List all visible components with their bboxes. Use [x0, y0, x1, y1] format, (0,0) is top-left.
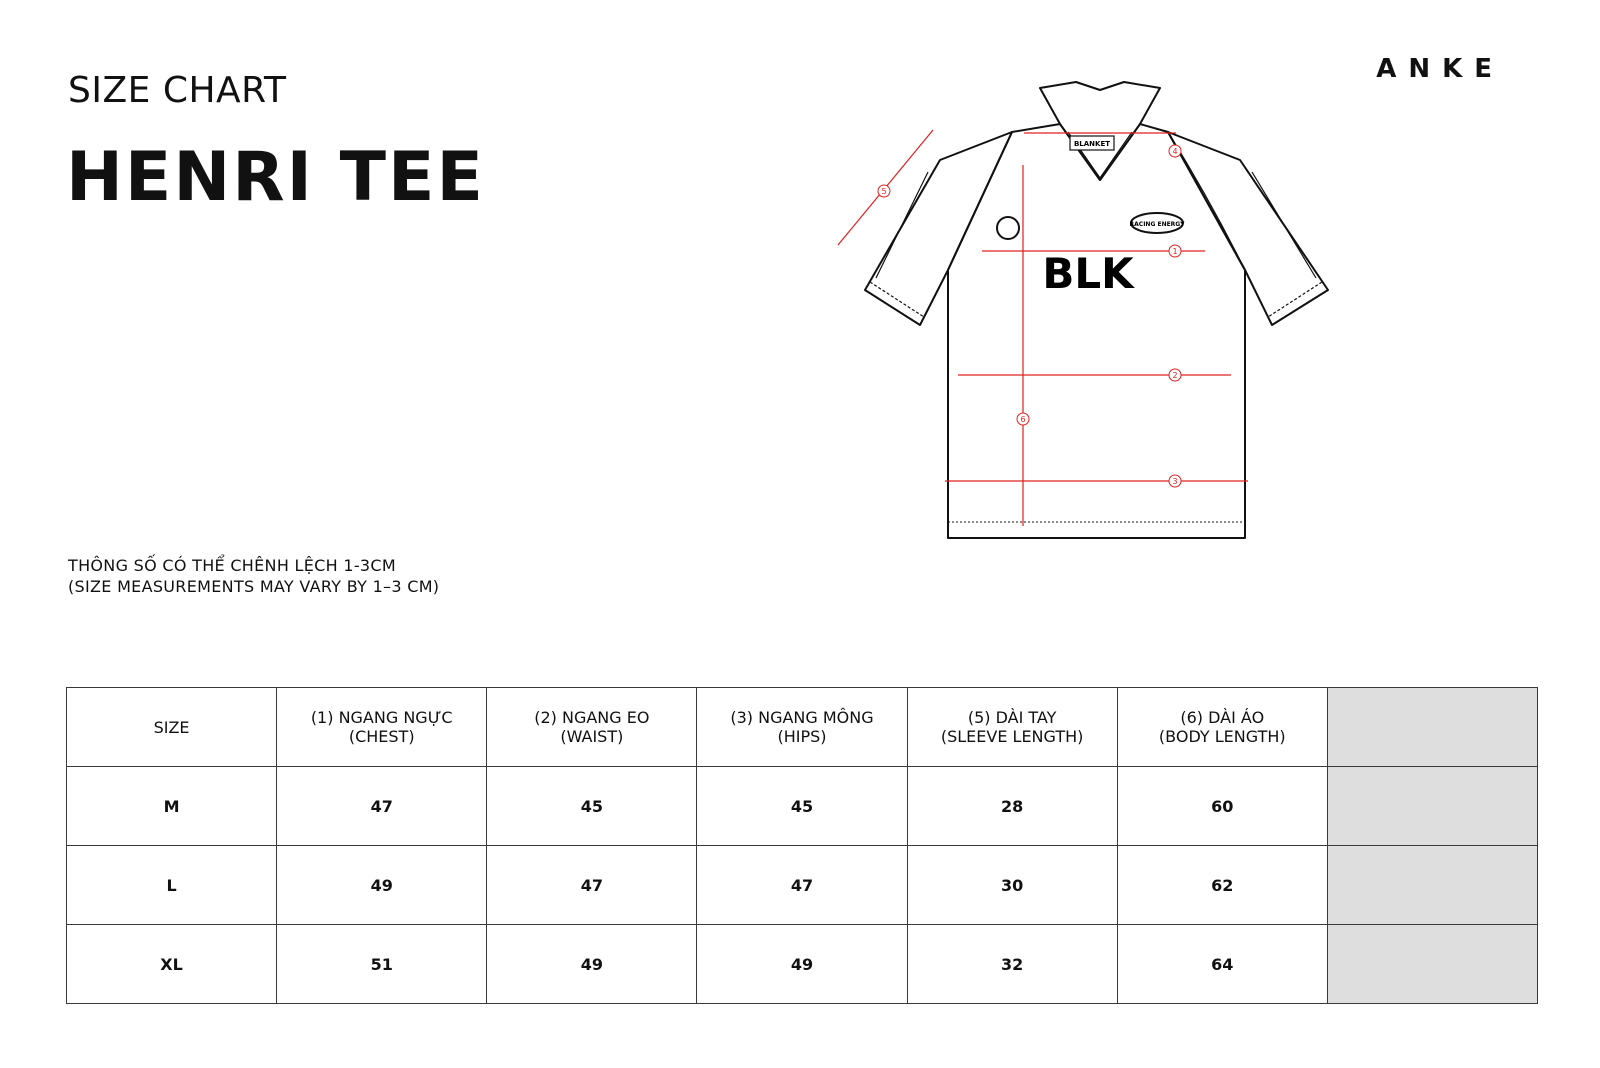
marker-6: 6: [1020, 415, 1026, 424]
right-sleeve: [1168, 132, 1328, 325]
cell-waist: 47: [487, 846, 697, 925]
tee-collar: [1040, 82, 1160, 180]
cell-blank: [1327, 767, 1537, 846]
brand-logo: ANKE: [1376, 54, 1504, 84]
marker-4: 4: [1172, 147, 1178, 156]
cell-hips: 49: [697, 925, 907, 1004]
chest-logo: BLK: [1042, 249, 1134, 298]
table-row: [67, 846, 1538, 925]
cell-hips: 47: [697, 846, 907, 925]
note-line-vi: THÔNG SỐ CÓ THỂ CHÊNH LỆCH 1-3CM: [68, 556, 396, 575]
col-header-waist: (2) NGANG EO (WAIST): [487, 688, 697, 767]
cell-sleeve: 32: [907, 925, 1117, 1004]
size-table: [66, 687, 1538, 1004]
cell-waist: 49: [487, 925, 697, 1004]
cell-body: 60: [1117, 767, 1327, 846]
cell-sleeve: 28: [907, 767, 1117, 846]
crest-emblem: [997, 217, 1019, 239]
cell-hips: 45: [697, 767, 907, 846]
product-title: HENRI TEE: [66, 138, 485, 217]
cell-blank: [1327, 925, 1537, 1004]
collar-tag-text: BLANKET: [1073, 140, 1111, 148]
measurement-note: [68, 555, 439, 597]
marker-5: 5: [881, 187, 887, 196]
measure-markers: [878, 145, 1181, 487]
cell-sleeve: 30: [907, 846, 1117, 925]
col-header-hips: (3) NGANG MÔNG (HIPS): [697, 688, 907, 767]
col-header-chest: (1) NGANG NGỰC (CHEST): [277, 688, 487, 767]
table-row: [67, 767, 1538, 846]
cell-size: XL: [67, 925, 277, 1004]
cell-body: 62: [1117, 846, 1327, 925]
note-line-en: (SIZE MEASUREMENTS MAY VARY BY 1–3 CM): [68, 577, 440, 596]
racing-badge-text: RACING ENERGY: [1129, 221, 1185, 228]
cell-waist: 45: [487, 767, 697, 846]
left-sleeve: [865, 132, 1012, 325]
cell-body: 64: [1117, 925, 1327, 1004]
cell-size: M: [67, 767, 277, 846]
marker-2: 2: [1172, 371, 1178, 380]
cell-chest: 49: [277, 846, 487, 925]
table-row: [67, 925, 1538, 1004]
col-header-body: (6) DÀI ÁO (BODY LENGTH): [1117, 688, 1327, 767]
tee-illustration: [800, 60, 1400, 600]
col-header-sleeve: (5) DÀI TAY (SLEEVE LENGTH): [907, 688, 1117, 767]
page-kicker: SIZE CHART: [68, 70, 287, 111]
cell-chest: 47: [277, 767, 487, 846]
cell-blank: [1327, 846, 1537, 925]
table-header-row: [67, 688, 1538, 767]
col-header-size: SIZE: [67, 688, 277, 767]
marker-3: 3: [1172, 477, 1178, 486]
col-header-blank: [1327, 688, 1537, 767]
marker-1: 1: [1172, 247, 1178, 256]
cell-chest: 51: [277, 925, 487, 1004]
cell-size: L: [67, 846, 277, 925]
